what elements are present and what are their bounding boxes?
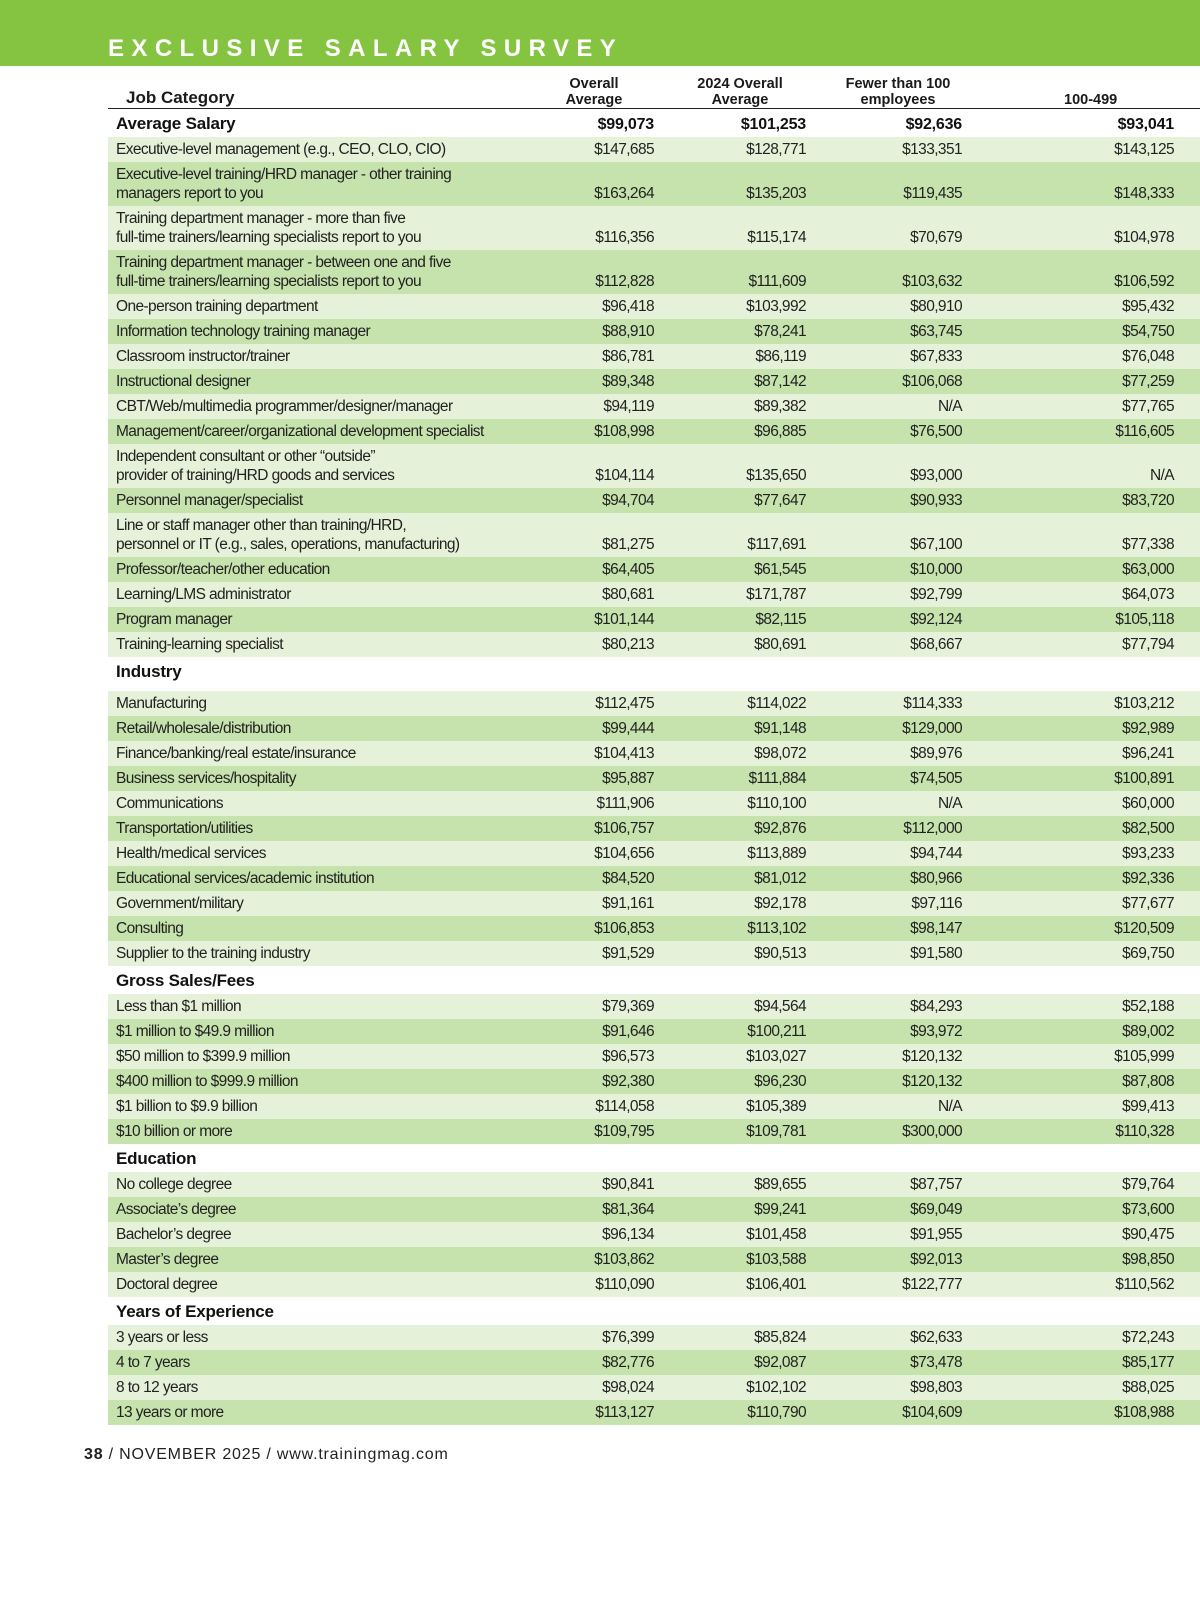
value-cell: $94,744 [910, 845, 962, 862]
value-cell: $128,771 [746, 141, 806, 158]
value-cell: $67,833 [910, 348, 962, 365]
value-cell: $77,677 [1122, 895, 1174, 912]
value-cell: $64,405 [602, 561, 654, 578]
table-header-row [108, 70, 1200, 108]
value-cell: $63,000 [1122, 561, 1174, 578]
value-cell: $92,178 [754, 895, 806, 912]
value-cell: $77,259 [1122, 373, 1174, 390]
value-cell: $91,580 [910, 945, 962, 962]
row-label: Doctoral degree [116, 1276, 218, 1293]
table-row [108, 513, 1200, 557]
value-cell: N/A [1149, 467, 1174, 484]
value-cell: $103,992 [746, 298, 806, 315]
value-cell: $81,012 [754, 870, 806, 887]
row-label: Information technology training manager [116, 323, 371, 340]
value-cell: $92,380 [602, 1073, 654, 1090]
value-cell: $111,609 [748, 273, 806, 290]
value-cell: $70,679 [910, 229, 962, 246]
table-row [108, 866, 1200, 891]
section-heading-row [108, 966, 1200, 994]
value-cell: $114,022 [747, 695, 806, 712]
table-row [108, 791, 1200, 816]
value-cell: $101,253 [740, 116, 806, 133]
row-label: 4 to 7 years [116, 1354, 190, 1371]
value-cell: $93,972 [910, 1023, 962, 1040]
value-cell: $54,750 [1122, 323, 1174, 340]
table-row [108, 294, 1200, 319]
value-cell: $82,776 [602, 1354, 654, 1371]
section-title: Industry [116, 661, 182, 681]
salary-table [108, 70, 1200, 1425]
header-2024-overall-average: 2024 Overall Average [697, 75, 783, 108]
value-cell: $93,233 [1122, 845, 1174, 862]
section-heading-row [108, 1297, 1200, 1325]
value-cell: $100,891 [1114, 770, 1174, 787]
value-cell: $120,132 [902, 1073, 962, 1090]
table-row [108, 1375, 1200, 1400]
value-cell: $129,000 [902, 720, 962, 737]
row-label: No college degree [116, 1176, 232, 1193]
value-cell: $89,655 [754, 1176, 806, 1193]
value-cell: $52,188 [1122, 998, 1174, 1015]
row-label: Retail/wholesale/distribution [116, 720, 291, 737]
value-cell: $109,795 [594, 1123, 654, 1140]
value-cell: $93,041 [1117, 116, 1174, 133]
table-row [108, 344, 1200, 369]
row-label: Manufacturing [116, 695, 207, 712]
section-title: Years of Experience [116, 1301, 274, 1321]
value-cell: $147,685 [594, 141, 654, 158]
table-row [108, 394, 1200, 419]
value-cell: $111,884 [748, 770, 806, 787]
value-cell: $113,889 [747, 845, 806, 862]
row-label: $400 million to $999.9 million [116, 1073, 298, 1090]
row-label: Supplier to the training industry [116, 945, 310, 962]
value-cell: $81,364 [602, 1201, 654, 1218]
table-row [108, 816, 1200, 841]
value-cell: $92,336 [1122, 870, 1174, 887]
value-cell: $72,243 [1122, 1329, 1174, 1346]
value-cell: $60,000 [1122, 795, 1174, 812]
value-cell: $106,401 [746, 1276, 806, 1293]
table-row [108, 1222, 1200, 1247]
value-cell: $96,134 [602, 1226, 654, 1243]
table-row [108, 1400, 1200, 1425]
value-cell: $105,118 [1115, 611, 1174, 628]
value-cell: $101,144 [594, 611, 654, 628]
value-cell: $87,757 [910, 1176, 962, 1193]
value-cell: $104,656 [594, 845, 654, 862]
value-cell: $98,024 [602, 1379, 654, 1396]
value-cell: $90,841 [602, 1176, 654, 1193]
value-cell: $79,764 [1122, 1176, 1174, 1193]
row-label: Executive-level management (e.g., CEO, CLO, CIO) [116, 141, 446, 158]
row-label: Bachelor’s degree [116, 1226, 232, 1243]
value-cell: $89,976 [910, 745, 962, 762]
value-cell: $111,906 [596, 795, 654, 812]
value-cell: $96,573 [602, 1048, 654, 1065]
value-cell: $81,275 [602, 536, 654, 553]
table-row [108, 716, 1200, 741]
value-cell: $92,989 [1122, 720, 1174, 737]
value-cell: $89,002 [1122, 1023, 1174, 1040]
table-row [108, 1069, 1200, 1094]
value-cell: $95,432 [1122, 298, 1174, 315]
banner-title: EXCLUSIVE SALARY SURVEY [108, 35, 624, 62]
value-cell: $106,592 [1114, 273, 1174, 290]
value-cell: $171,787 [746, 586, 806, 603]
table-row [108, 941, 1200, 966]
value-cell: $69,750 [1122, 945, 1174, 962]
table-row [108, 206, 1200, 250]
table-row [108, 1094, 1200, 1119]
value-cell: $114,058 [595, 1098, 654, 1115]
value-cell: $87,808 [1122, 1073, 1174, 1090]
value-cell: $67,100 [910, 536, 962, 553]
header-overall-average: Overall Average [565, 75, 623, 108]
value-cell: $80,681 [602, 586, 654, 603]
value-cell: $74,505 [910, 770, 962, 787]
row-label: Management/career/organizational development specialist [116, 423, 484, 440]
value-cell: $90,933 [910, 492, 962, 509]
row-label: $50 million to $399.9 million [116, 1048, 290, 1065]
table-row [108, 741, 1200, 766]
value-cell: $113,102 [747, 920, 806, 937]
value-cell: $119,435 [903, 185, 962, 202]
table-row [108, 444, 1200, 488]
value-cell: $103,588 [746, 1251, 806, 1268]
value-cell: $84,293 [910, 998, 962, 1015]
section-heading-row [108, 657, 1200, 685]
value-cell: $99,073 [597, 116, 654, 133]
value-cell: $117,691 [747, 536, 806, 553]
value-cell: $78,241 [754, 323, 806, 340]
value-cell: $96,241 [1122, 745, 1174, 762]
value-cell: $95,887 [602, 770, 654, 787]
value-cell: $106,757 [594, 820, 654, 837]
value-cell: $112,475 [595, 695, 654, 712]
value-cell: $120,509 [1114, 920, 1174, 937]
value-cell: $109,781 [746, 1123, 806, 1140]
value-cell: $80,910 [910, 298, 962, 315]
value-cell: $91,646 [602, 1023, 654, 1040]
value-cell: $92,636 [905, 116, 962, 133]
value-cell: $92,799 [910, 586, 962, 603]
value-cell: $96,885 [754, 423, 806, 440]
value-cell: $110,790 [747, 1404, 806, 1421]
table-row [108, 691, 1200, 716]
row-label: Personnel manager/specialist [116, 492, 303, 509]
value-cell: $116,356 [595, 229, 654, 246]
row-label: Classroom instructor/trainer [116, 348, 290, 365]
value-cell: $80,691 [754, 636, 806, 653]
value-cell: $106,853 [594, 920, 654, 937]
value-cell: $104,609 [902, 1404, 962, 1421]
section-title: Gross Sales/Fees [116, 970, 255, 990]
value-cell: $110,562 [1115, 1276, 1174, 1293]
value-cell: $77,647 [754, 492, 806, 509]
value-cell: $104,114 [595, 467, 654, 484]
header-100-499: 100-499 [1064, 91, 1118, 108]
average-salary-row [108, 110, 1200, 137]
table-row [108, 916, 1200, 941]
table-row [108, 994, 1200, 1019]
row-label: Associate’s degree [116, 1201, 236, 1218]
row-label: CBT/Web/multimedia programmer/designer/manager [116, 398, 453, 415]
table-row [108, 319, 1200, 344]
value-cell: $90,513 [754, 945, 806, 962]
row-label: Transportation/utilities [116, 820, 253, 837]
table-row [108, 162, 1200, 206]
row-label: Communications [116, 795, 224, 812]
value-cell: $80,966 [910, 870, 962, 887]
row-label: Line or staff manager other than training/HRD, personnel or IT (e.g., sales, operations, manufacturing) [116, 517, 460, 553]
table-row [108, 841, 1200, 866]
header-fewer-than-100: Fewer than 100 employees [845, 75, 951, 108]
value-cell: $69,049 [910, 1201, 962, 1218]
row-label: 3 years or less [116, 1329, 208, 1346]
row-label: Learning/LMS administrator [116, 586, 291, 603]
value-cell: $114,333 [903, 695, 962, 712]
value-cell: $122,777 [902, 1276, 962, 1293]
section-heading-row [108, 1144, 1200, 1172]
value-cell: $85,177 [1122, 1354, 1174, 1371]
value-cell: $92,124 [910, 611, 962, 628]
value-cell: $143,125 [1114, 141, 1174, 158]
value-cell: $62,633 [910, 1329, 962, 1346]
value-cell: $94,704 [602, 492, 654, 509]
value-cell: $97,116 [911, 895, 962, 912]
value-cell: $99,241 [754, 1201, 806, 1218]
value-cell: $99,444 [602, 720, 654, 737]
value-cell: $101,458 [746, 1226, 806, 1243]
table-row [108, 1247, 1200, 1272]
table-row [108, 1019, 1200, 1044]
table-row [108, 1197, 1200, 1222]
table-row [108, 582, 1200, 607]
row-label: Program manager [116, 611, 232, 628]
value-cell: $73,600 [1122, 1201, 1174, 1218]
footer-text: / NOVEMBER 2025 / www.trainingmag.com [103, 1446, 449, 1463]
row-label: $10 billion or more [116, 1123, 233, 1140]
value-cell: $148,333 [1114, 185, 1174, 202]
row-label: Less than $1 million [116, 998, 241, 1015]
value-cell: $112,000 [903, 820, 962, 837]
table-row [108, 1325, 1200, 1350]
value-cell: $90,475 [1122, 1226, 1174, 1243]
value-cell: $98,850 [1122, 1251, 1174, 1268]
value-cell: $91,529 [602, 945, 654, 962]
row-label: 8 to 12 years [116, 1379, 198, 1396]
value-cell: $86,781 [602, 348, 654, 365]
value-cell: $80,213 [602, 636, 654, 653]
row-label: Health/medical services [116, 845, 266, 862]
table-row [108, 137, 1200, 162]
value-cell: N/A [937, 1098, 962, 1115]
value-cell: $85,824 [754, 1329, 806, 1346]
value-cell: $96,230 [754, 1073, 806, 1090]
value-cell: $76,048 [1122, 348, 1174, 365]
row-label: Training department manager - more than five full-time trainers/learning specialists report to you [116, 210, 422, 246]
row-label: Consulting [116, 920, 184, 937]
row-label: Training department manager - between one and five full-time trainers/learning specialists report to you [116, 254, 451, 290]
table-row [108, 1044, 1200, 1069]
value-cell: $163,264 [594, 185, 654, 202]
page-footer [84, 1446, 449, 1464]
table-row [108, 419, 1200, 444]
value-cell: $103,632 [902, 273, 962, 290]
value-cell: $108,998 [594, 423, 654, 440]
value-cell: $98,147 [910, 920, 962, 937]
value-cell: $105,389 [746, 1098, 806, 1115]
table-row [108, 1119, 1200, 1144]
value-cell: $104,978 [1114, 229, 1174, 246]
table-row [108, 1272, 1200, 1297]
value-cell: $10,000 [910, 561, 962, 578]
value-cell: $98,803 [910, 1379, 962, 1396]
value-cell: $92,013 [910, 1251, 962, 1268]
table-row [108, 488, 1200, 513]
value-cell: $104,413 [594, 745, 654, 762]
table-row [108, 891, 1200, 916]
value-cell: $82,115 [755, 611, 806, 628]
value-cell: $73,478 [910, 1354, 962, 1371]
value-cell: $89,382 [754, 398, 806, 415]
row-label: Professor/teacher/other education [116, 561, 330, 578]
value-cell: $113,127 [595, 1404, 654, 1421]
value-cell: $116,605 [1115, 423, 1174, 440]
value-cell: $77,794 [1122, 636, 1174, 653]
table-row [108, 1172, 1200, 1197]
value-cell: $135,203 [746, 185, 806, 202]
row-label: Business services/hospitality [116, 770, 296, 787]
value-cell: $115,174 [747, 229, 806, 246]
value-cell: $105,999 [1114, 1048, 1174, 1065]
row-label: Training-learning specialist [116, 636, 283, 653]
value-cell: $84,520 [602, 870, 654, 887]
value-cell: $99,413 [1122, 1098, 1174, 1115]
value-cell: $94,564 [754, 998, 806, 1015]
value-cell: $120,132 [902, 1048, 962, 1065]
row-label: Finance/banking/real estate/insurance [116, 745, 356, 762]
value-cell: $103,212 [1114, 695, 1174, 712]
row-label: Instructional designer [116, 373, 251, 390]
section-title: Education [116, 1148, 197, 1168]
row-label: Executive-level training/HRD manager - other training managers report to you [116, 166, 452, 202]
value-cell: $112,828 [595, 273, 654, 290]
row-label: $1 billion to $9.9 billion [116, 1098, 258, 1115]
value-cell: $100,211 [747, 1023, 806, 1040]
value-cell: $89,348 [602, 373, 654, 390]
value-cell: $88,025 [1122, 1379, 1174, 1396]
value-cell: $77,338 [1122, 536, 1174, 553]
value-cell: $87,142 [754, 373, 806, 390]
value-cell: $133,351 [902, 141, 962, 158]
row-label: Educational services/academic institution [116, 870, 374, 887]
table-row [108, 1350, 1200, 1375]
header-banner [0, 0, 1200, 66]
value-cell: $92,876 [754, 820, 806, 837]
value-cell: $110,100 [747, 795, 806, 812]
value-cell: $91,161 [602, 895, 654, 912]
page-number: 38 [84, 1446, 104, 1463]
value-cell: $79,369 [602, 998, 654, 1015]
header-job-category: Job Category [126, 87, 235, 107]
value-cell: $88,910 [602, 323, 654, 340]
table-row [108, 250, 1200, 294]
value-cell: N/A [937, 398, 962, 415]
table-row [108, 369, 1200, 394]
value-cell: $108,988 [1114, 1404, 1174, 1421]
value-cell: $94,119 [603, 398, 654, 415]
table-row [108, 632, 1200, 657]
value-cell: $83,720 [1122, 492, 1174, 509]
table-row [108, 607, 1200, 632]
row-label: Average Salary [116, 114, 236, 133]
value-cell: $91,148 [754, 720, 806, 737]
value-cell: $61,545 [754, 561, 806, 578]
value-cell: $300,000 [902, 1123, 962, 1140]
value-cell: $102,102 [746, 1379, 806, 1396]
row-label: $1 million to $49.9 million [116, 1023, 274, 1040]
value-cell: $96,418 [602, 298, 654, 315]
value-cell: $76,500 [910, 423, 962, 440]
value-cell: $92,087 [754, 1354, 806, 1371]
value-cell: $76,399 [602, 1329, 654, 1346]
value-cell: $103,027 [746, 1048, 806, 1065]
table-row [108, 766, 1200, 791]
value-cell: $91,955 [910, 1226, 962, 1243]
value-cell: $98,072 [754, 745, 806, 762]
row-label: Independent consultant or other “outside” provider of training/HRD goods and services [116, 448, 395, 484]
value-cell: $86,119 [755, 348, 806, 365]
value-cell: $110,328 [1115, 1123, 1174, 1140]
value-cell: $135,650 [746, 467, 806, 484]
value-cell: $106,068 [902, 373, 962, 390]
row-label: Master’s degree [116, 1251, 219, 1268]
table-row [108, 557, 1200, 582]
value-cell: $93,000 [910, 467, 962, 484]
value-cell: $64,073 [1122, 586, 1174, 603]
row-label: Government/military [116, 895, 244, 912]
value-cell: $63,745 [910, 323, 962, 340]
value-cell: $77,765 [1122, 398, 1174, 415]
value-cell: N/A [937, 795, 962, 812]
value-cell: $82,500 [1122, 820, 1174, 837]
row-label: One-person training department [116, 298, 318, 315]
value-cell: $110,090 [595, 1276, 654, 1293]
value-cell: $68,667 [910, 636, 962, 653]
row-label: 13 years or more [116, 1404, 224, 1421]
value-cell: $103,862 [594, 1251, 654, 1268]
